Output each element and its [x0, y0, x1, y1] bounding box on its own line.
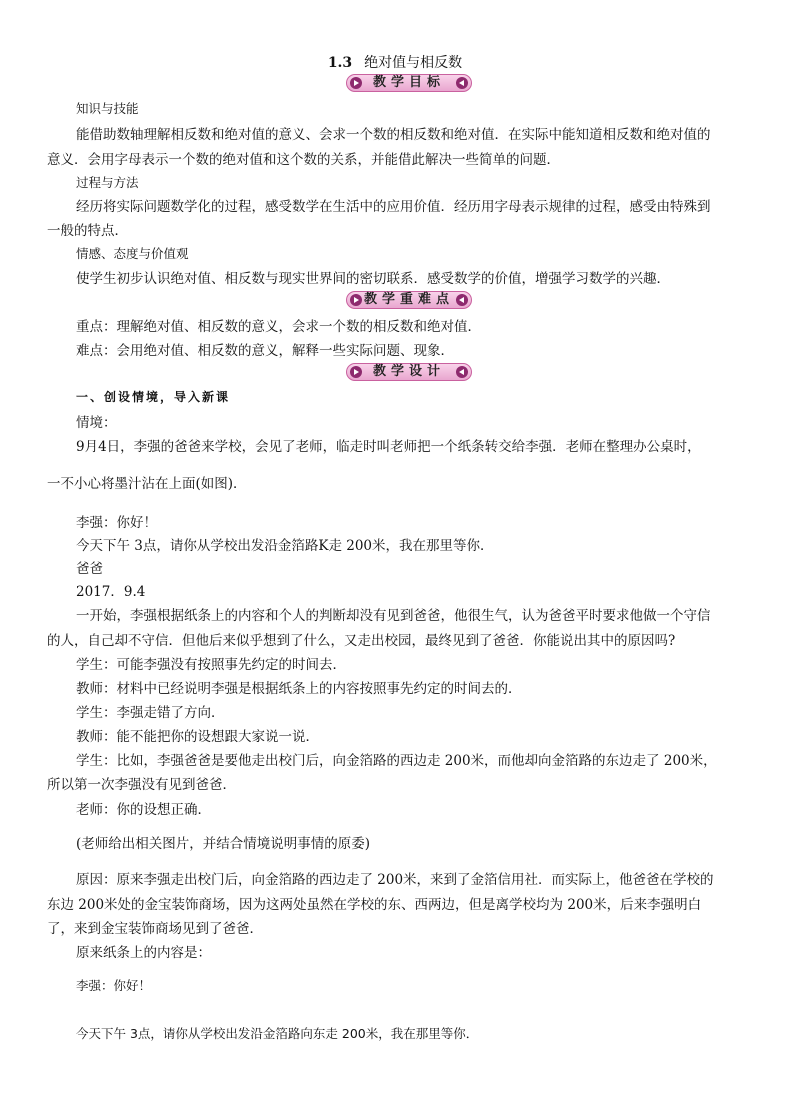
- section-title: 绝对值与相反数: [364, 55, 463, 71]
- note-signature: 爸爸: [76, 561, 103, 577]
- paragraph-line: 东边 200米处的金宝装饰商场，因为这两处虽然在学校的东、西两边，但是离学校均为 200米，后来李强明白: [47, 897, 702, 913]
- page-title: [0, 52, 790, 72]
- paragraph-line: 经历将实际问题数学化的过程，感受数学在生活中的应用价值．经历用字母表示规律的过程，感受由特殊到: [76, 199, 711, 215]
- arrow-left-icon: [456, 77, 468, 89]
- paragraph-line: 能借助数轴理解相反数和绝对值的意义、会求一个数的相反数和绝对值．在实际中能知道相反数和绝对值的: [76, 127, 711, 143]
- paragraph-line: 一般的特点．: [47, 223, 128, 239]
- paragraph-line: 一不小心将墨汁沾在上面(如图)．: [47, 476, 247, 492]
- note-body: 今天下午 3点，请你从学校出发沿金箔路K走 200米，我在那里等你．: [76, 538, 494, 554]
- paragraph-line: 的人，自己却不守信．但他后来似乎想到了什么，又走出校园，最终见到了爸爸．你能说出其中的原因吗?: [47, 633, 676, 649]
- banner-label: 教学重难点: [363, 292, 454, 307]
- dialogue-line: 教师：材料中已经说明李强是根据纸条上的内容按照事先约定的时间去的．: [76, 681, 522, 697]
- key-point-line: 重点：理解绝对值、相反数的意义，会求一个数的相反数和绝对值．: [76, 319, 481, 335]
- teacher-note: (老师给出相关图片，并结合情境说明事情的原委): [76, 836, 371, 852]
- section-heading-intro: 一、创设情境，导入新课: [76, 390, 231, 404]
- dialogue-line: 所以第一次李强没有见到爸爸．: [47, 777, 236, 793]
- paragraph-line: 一开始，李强根据纸条上的内容和个人的判断却没有见到爸爸，他很生气，认为爸爸平时要求他做一个守信: [76, 608, 711, 624]
- dialogue-line: 老师：你的设想正确．: [76, 802, 211, 818]
- heading-knowledge-skills: 知识与技能: [76, 101, 139, 116]
- banner-key-difficult-points: [346, 291, 472, 309]
- paragraph-line: 使学生初步认识绝对值、相反数与现实世界间的密切联系．感受数学的价值，增强学习数学的兴趣．: [76, 271, 670, 287]
- heading-process-methods: 过程与方法: [76, 175, 139, 190]
- paragraph-line: 原因：原来李强走出校门后，向金箔路的西边走了 200米，来到了金箔信用社．而实际上，他爸爸在学校的: [76, 872, 714, 888]
- note-date: 2017．9.4: [76, 584, 146, 600]
- heading-emotion-values: 情感、态度与价值观: [76, 246, 189, 261]
- note-greeting-corrected: 李强：你好！: [76, 978, 152, 993]
- dialogue-line: 学生：比如，李强爸爸是要他走出校门后，向金箔路的西边走 200米，而他却向金箔路的东边走了 200米，: [76, 753, 717, 769]
- dialogue-line: 学生：李强走错了方向．: [76, 705, 225, 721]
- banner-label: 教学设计: [372, 364, 445, 379]
- note-greeting: 李强：你好！: [76, 515, 157, 531]
- paragraph-line: 9月4日，李强的爸爸来学校，会见了老师，临走时叫老师把一个纸条转交给李强．老师在整理办公桌时，: [76, 439, 701, 455]
- difficult-point-line: 难点：会用绝对值、相反数的意义，解释一些实际问题、现象．: [76, 343, 454, 359]
- section-number: 1.3: [327, 55, 353, 71]
- banner-teaching-goals: [346, 74, 472, 92]
- dialogue-line: 教师：能不能把你的设想跟大家说一说．: [76, 729, 319, 745]
- paragraph-line: 意义．会用字母表示一个数的绝对值和这个数的关系，并能借此解决一些简单的问题．: [47, 152, 560, 168]
- arrow-left-icon: [456, 366, 468, 378]
- banner-label: 教学目标: [372, 75, 445, 90]
- paragraph-line: 情境：: [76, 415, 117, 431]
- arrow-left-icon: [456, 294, 468, 306]
- dialogue-line: 学生：可能李强没有按照事先约定的时间去．: [76, 657, 346, 673]
- note-body-corrected: 今天下午 3点，请你从学校出发沿金箔路向东走 200米，我在那里等你．: [76, 1026, 479, 1041]
- paragraph-line: 了，来到金宝装饰商场见到了爸爸．: [47, 921, 263, 937]
- paragraph-line: 原来纸条上的内容是：: [76, 945, 211, 961]
- banner-teaching-design: [346, 363, 472, 381]
